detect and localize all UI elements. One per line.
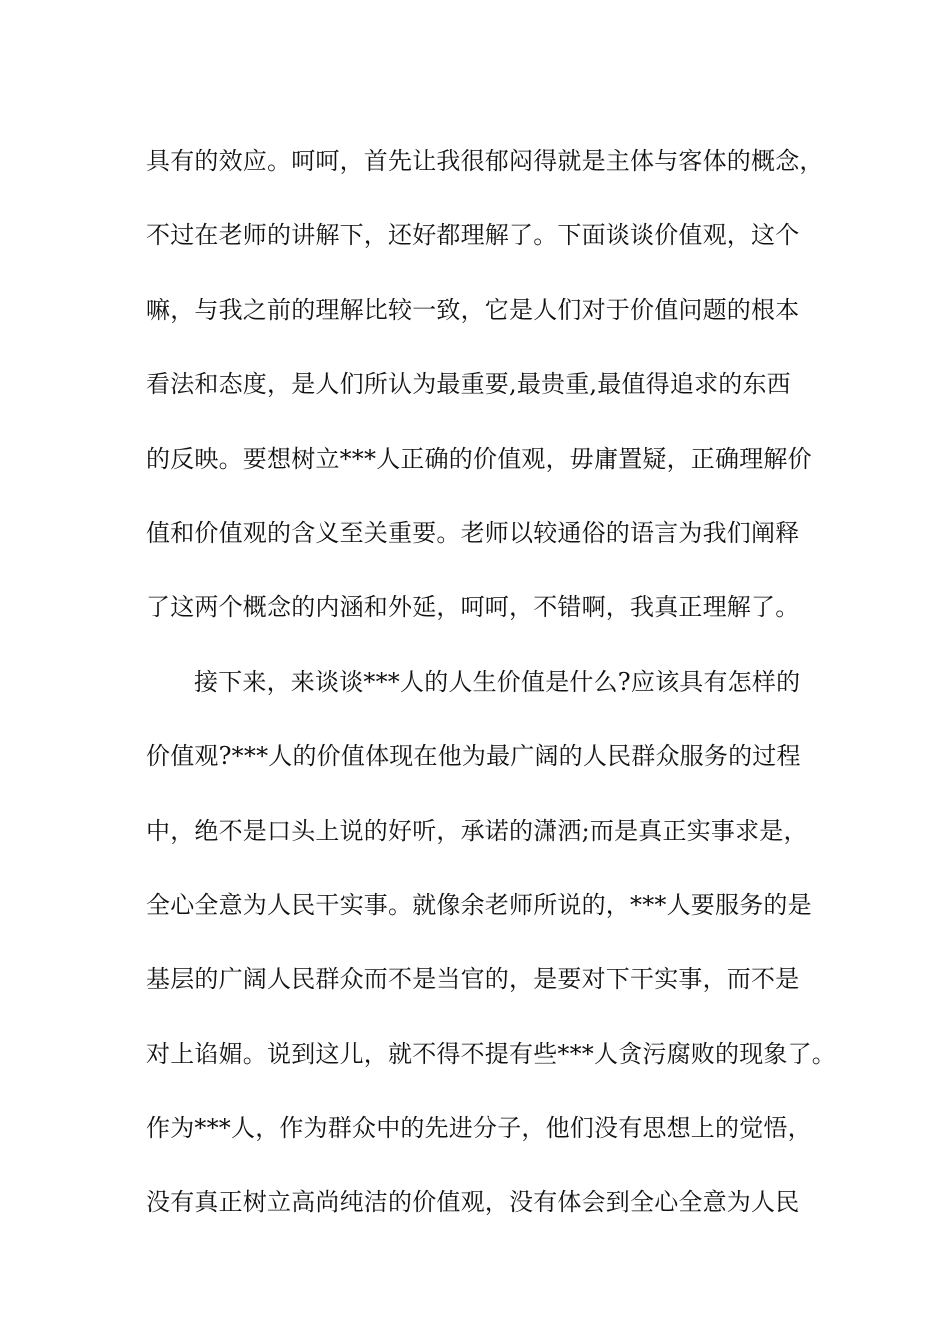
- text-line: 作为***人，作为群众中的先进分子，他们没有思想上的觉悟，: [146, 1114, 812, 1143]
- text-line: 不过在老师的讲解下，还好都理解了。下面谈谈价值观，这个: [146, 221, 800, 250]
- text-line: 基层的广阔人民群众而不是当官的，是要对下干实事，而不是: [146, 965, 800, 994]
- body-text: [146, 124, 836, 1240]
- text-line: 没有真正树立高尚纯洁的价值观，没有体会到全心全意为人民: [146, 1188, 800, 1217]
- text-line: 对上谄媚。说到这儿，就不得不提有些***人贪污腐败的现象了。: [146, 1039, 836, 1068]
- paragraph-start-line: 接下来，来谈谈***人的人生价值是什么?应该具有怎样的: [194, 667, 801, 696]
- text-line: 值和价值观的含义至关重要。老师以较通俗的语言为我们阐释: [146, 518, 800, 547]
- text-line: 了这两个概念的内涵和外延，呵呵，不错啊，我真正理解了。: [146, 593, 800, 622]
- text-line: 嘛，与我之前的理解比较一致，它是人们对于价值问题的根本: [146, 295, 800, 324]
- text-line: 全心全意为人民干实事。就像余老师所说的，***人要服务的是: [146, 890, 812, 919]
- text-line: 中，绝不是口头上说的好听，承诺的潇洒;而是真正实事求是，: [146, 816, 808, 845]
- text-line: 的反映。要想树立***人正确的价值观，毋庸置疑，正确理解价: [146, 444, 812, 473]
- text-line: 看法和态度，是人们所认为最重要,最贵重,最值得追求的东西: [146, 370, 791, 399]
- text-line: 具有的效应。呵呵，首先让我很郁闷得就是主体与客体的概念，: [146, 147, 824, 175]
- text-line: 价值观?***人的价值体现在他为最广阔的人民群众服务的过程: [146, 742, 801, 771]
